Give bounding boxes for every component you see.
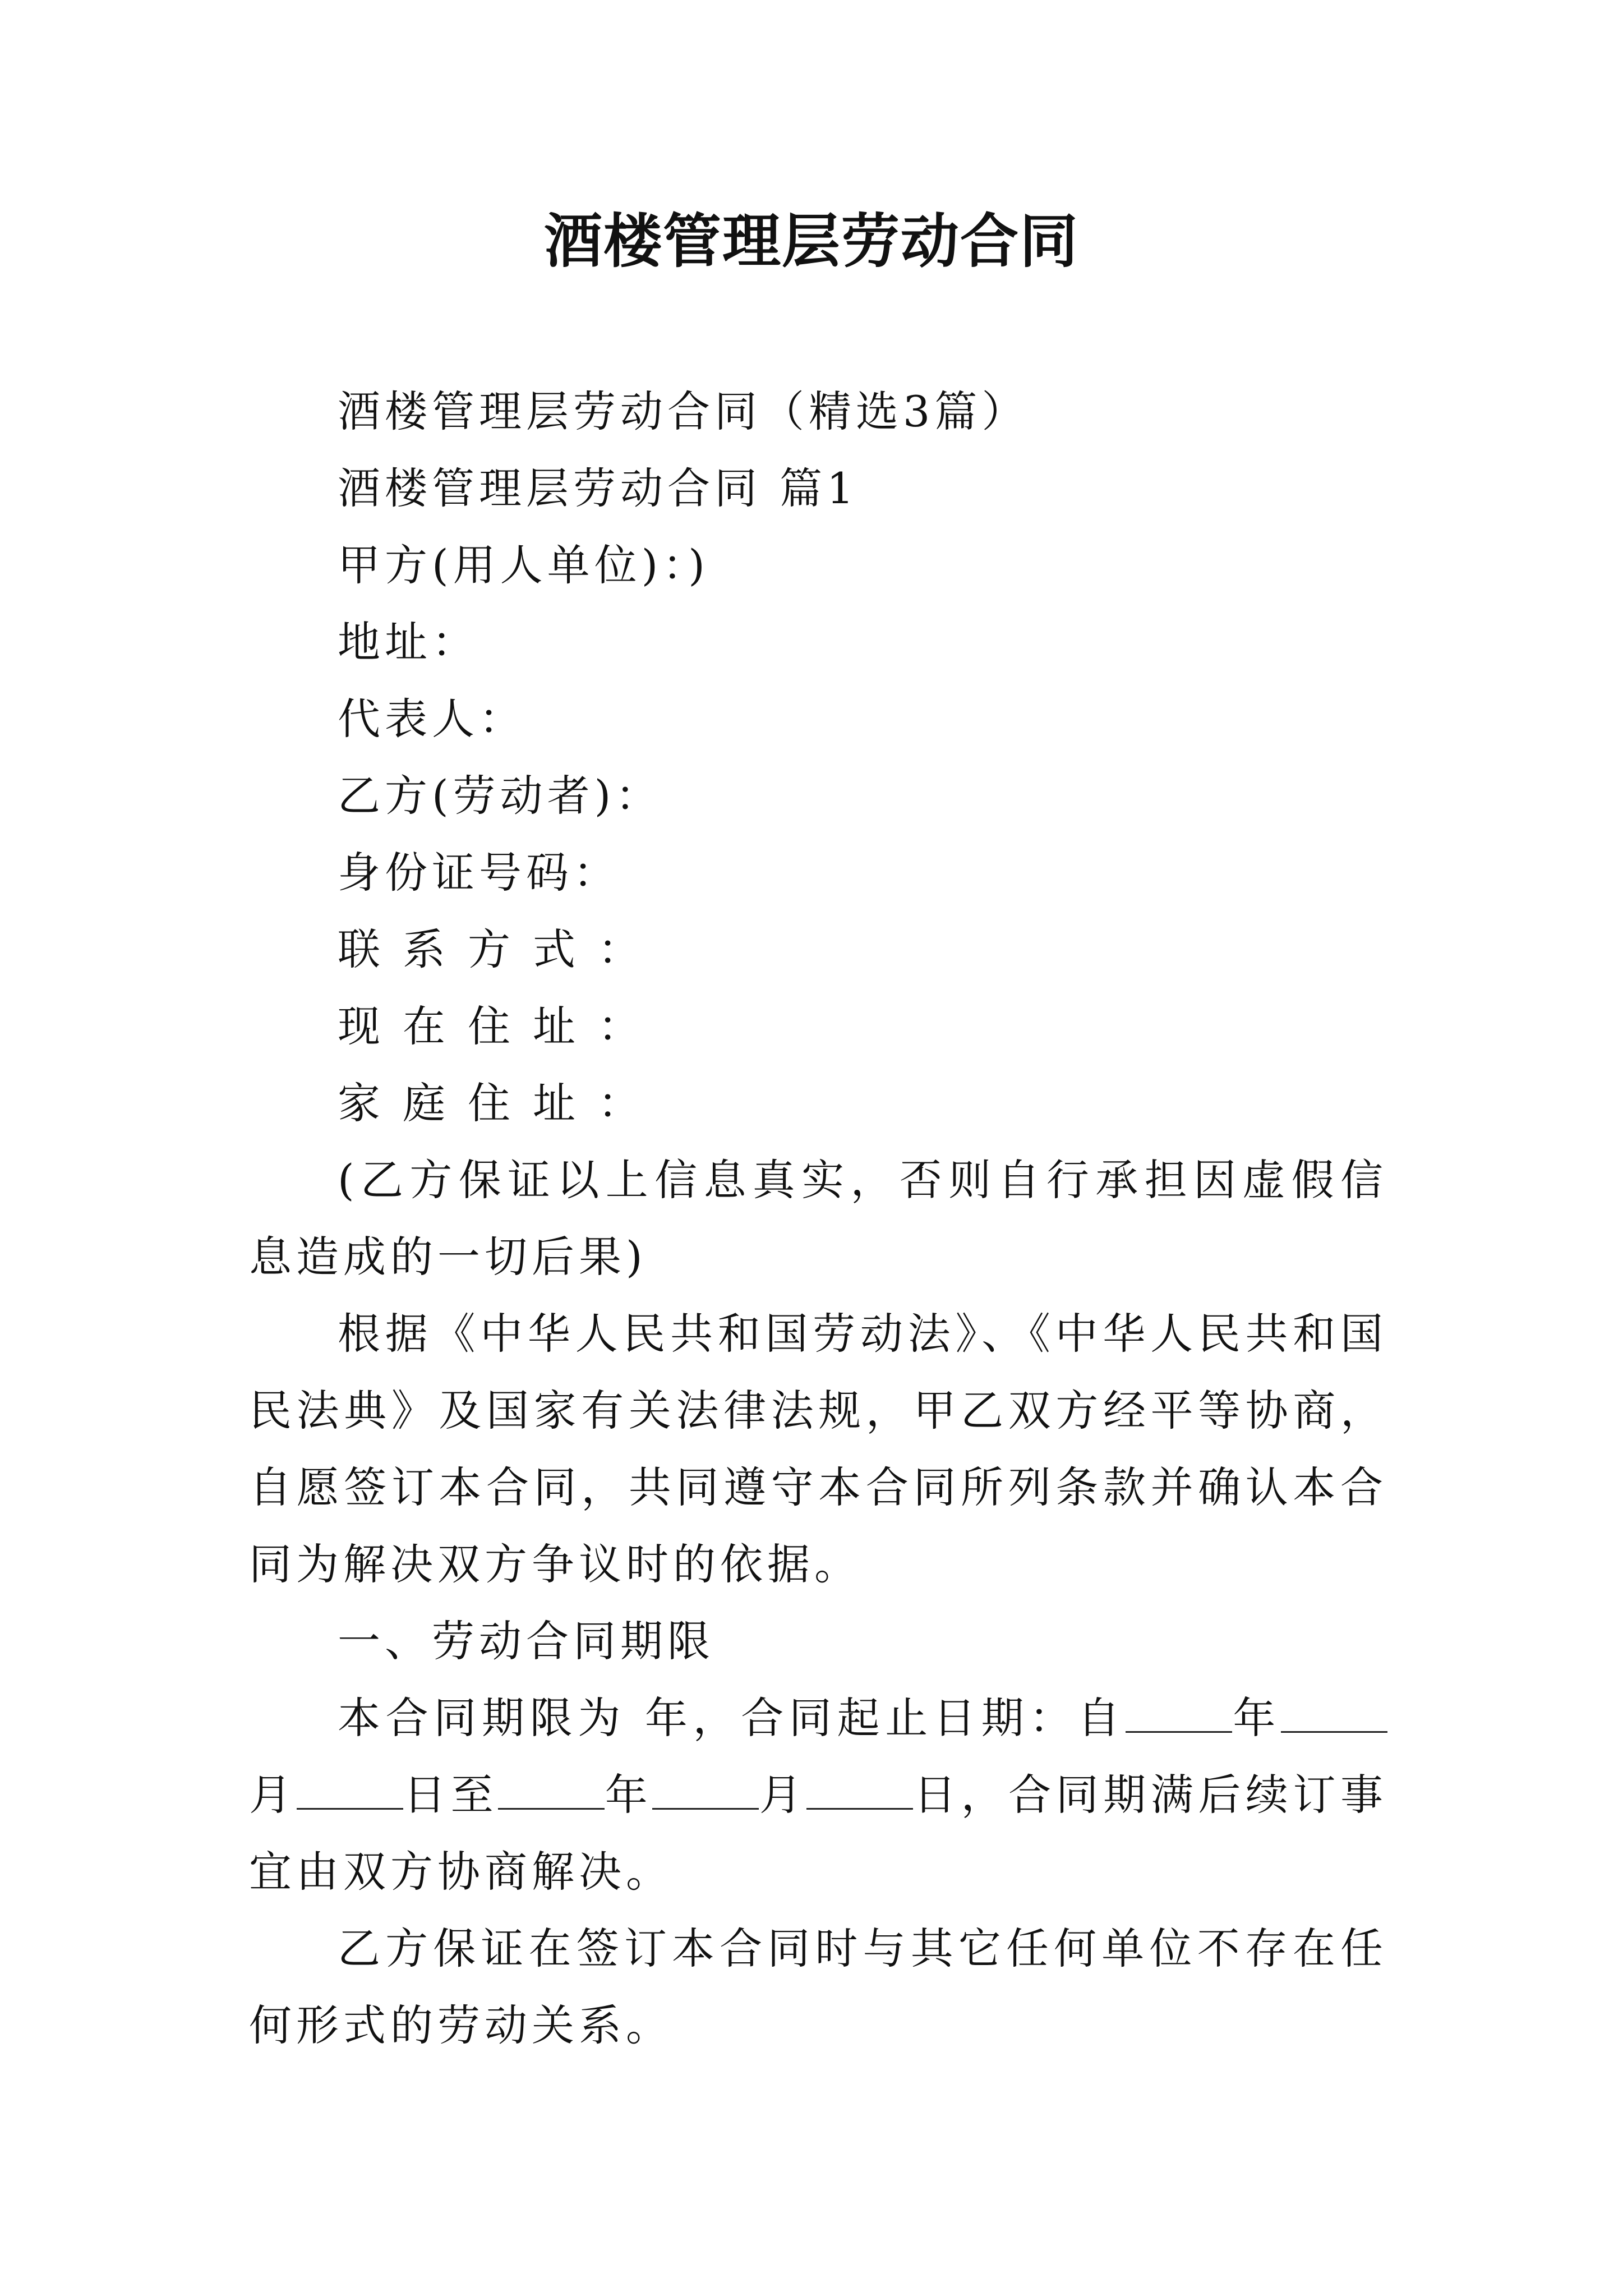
term-day-to-label: 日至: [403, 1770, 499, 1820]
id-number-line: 身份证号码：: [338, 848, 620, 898]
end-month-blank: [652, 1772, 759, 1810]
term-month2-label: 月: [759, 1770, 807, 1820]
representative-line: 代表人：: [338, 694, 526, 744]
address-line: 地址：: [338, 617, 479, 667]
term-paragraph: [249, 1680, 1387, 1910]
party-a-line: 甲方(用人单位)：): [338, 540, 709, 590]
guarantee-paragraph: (乙方保证以上信息真实，否则自行承担因虚假信息造成的一切后果): [249, 1155, 1387, 1282]
term-year2-label: 年: [605, 1770, 653, 1820]
start-year-blank: [1126, 1695, 1232, 1733]
no-other-employment-paragraph: 乙方保证在签订本合同时与其它任何单位不存在任何形式的劳动关系。: [249, 1924, 1387, 2050]
home-address-line: 家庭住址：: [338, 1078, 663, 1128]
end-year-blank: [498, 1772, 605, 1810]
subtitle: 酒楼管理层劳动合同（精选3篇）: [338, 386, 1029, 436]
contact-line: 联系方式：: [338, 924, 663, 974]
current-address-line: 现在住址：: [338, 1001, 663, 1051]
party-b-line: 乙方(劳动者)：: [338, 771, 663, 821]
clause-1-heading: 一、劳动合同期限: [338, 1616, 714, 1666]
section-heading: 酒楼管理层劳动合同 篇1: [338, 463, 859, 513]
end-day-blank: [806, 1772, 913, 1810]
basis-paragraph: 根据《中华人民共和国劳动法》、《中华人民共和国民法典》及国家有关法律法规，甲乙双方经平等协商，自愿签订本合同，共同遵守本合同所列条款并确认本合同为解决双方争议时的依据。: [249, 1309, 1387, 1589]
start-day-blank: [297, 1772, 403, 1810]
document-title: 酒楼管理层劳动合同: [543, 206, 1079, 275]
term-text-tail: 日，合同期满后续订事宜由双方协商解决。: [249, 1770, 1388, 1897]
document-body: [249, 373, 1387, 2064]
term-month-label: 月: [249, 1770, 297, 1820]
start-month-blank: [1281, 1695, 1387, 1733]
term-text-start: 本合同期限为 年，合同起止日期：自: [338, 1693, 1126, 1743]
term-year-label: 年: [1232, 1693, 1281, 1743]
